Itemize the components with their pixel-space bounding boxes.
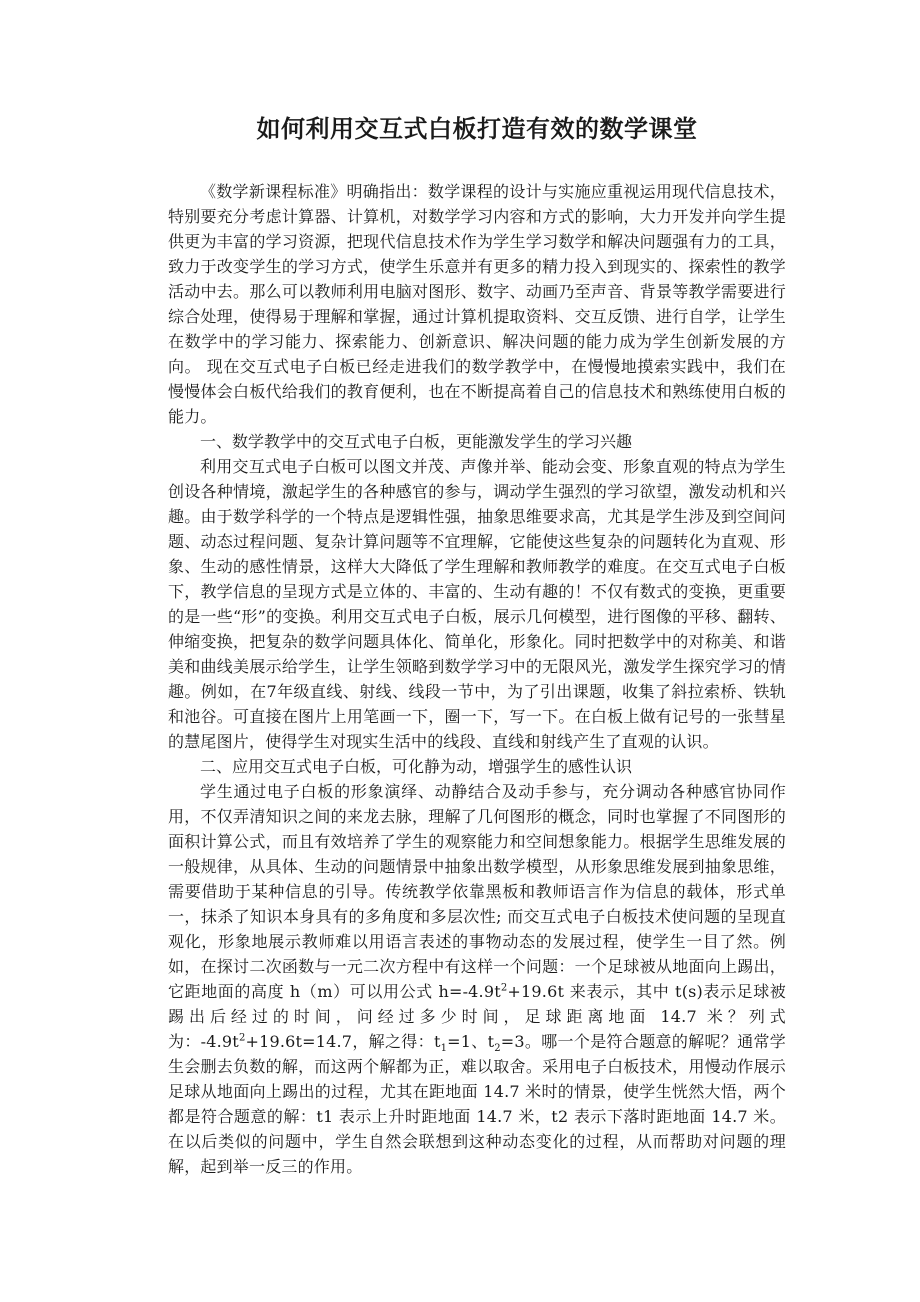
document-title: 如何利用交互式白板打造有效的数学课堂: [256, 115, 698, 143]
section-2-paragraph: [168, 779, 786, 1179]
section-heading-2: 二、应用交互式电子白板，可化静为动，增强学生的感性认识: [200, 757, 633, 776]
document-page: [168, 112, 786, 1179]
subscript-1: 1: [440, 1043, 448, 1055]
section-2-text-part-2: +19.6t 来表示，其中 t(s)表示足球被踢出后经过的时间，问经过多少时间，足球距离地面 14.7 米？列式为：-4.9t: [168, 982, 786, 1051]
section-1-paragraph: 利用交互式电子白板可以图文并茂、声像并举、能动会变、形象直观的特点为学生创设各种情境，激起学生的各种感官的参与，调动学生强烈的学习欲望，激发动机和兴趣。由于数学科学的一个特点是逻辑性强，抽象思维要求高，尤其是学生涉及到空间问题、动态过程问题、复杂计算问题等不宜理解，它能使这些复杂的问题转化为直观、形象、生动的感性情景，这样大大降低了学生理解和教师教学的难度。在交互式电子白板下，教学信息的呈现方式是立体的、丰富的、生动有趣的！不仅有数式的变换，更重要的是一些“形”的变换。利用交互式电子白板，展示几何模型，进行图像的平移、翻转、伸缩变换，把复杂的数学问题具体化、简单化，形象化。同时把数学中的对称美、和谐美和曲线美展示给学生，让学生领略到数学学习中的无限风光，激发学生探究学习的情趣。例如，在7年级直线、射线、线段一节中，为了引出课题，收集了斜拉索桥、铁轨和池谷。可直接在图片上用笔画一下，圈一下，写一下。在白板上做有记号的一张彗星的慧尾图片，使得学生对现实生活中的线段、直线和射线产生了直观的认识。: [168, 457, 786, 751]
intro-paragraph: 《数学新课程标准》明确指出：数学课程的设计与实施应重视运用现代信息技术，特别要充分考虑计算器、计算机，对数学学习内容和方式的影响，大力开发并向学生提供更为丰富的学习资源，把现代信息技术作为学生学习数学和解决问题强有力的工具，致力于改变学生的学习方式，使学生乐意并有更多的精力投入到现实的、探索性的教学活动中去。那么可以教师利用电脑对图形、数字、动画乃至声音、背景等教学需要进行综合处理，使得易于理解和掌握，通过计算机提取资料、交互反馈、进行自学，让学生在数学中的学习能力、探索能力、创新意识、解决问题的能力成为学生创新发展的方向。 现在交互式电子白板已经走进我们的数学教学中，在慢慢地摸索实践中，我们在慢慢体会白板代给我们的教育便利，也在不断提高着自己的信息技术和熟练使用白板的能力。: [168, 182, 786, 426]
section-2-text-part-5: =3。哪一个是符合题意的解呢？通常学生会删去负数的解，而这两个解都为正，难以取舍。采用电子白板技术，用慢动作展示足球从地面向上踢出的过程，尤其在距地面 14.7 米时的情景，使学生恍然大悟，两个都是符合题意的解：t1 表示上升时距地面 14.7 米，t2 表示下落时距地面 14.7 米。在以后类似的问题中，学生自然会联想到这种动态变化的过程，从而帮助对问题的理解，起到举一反三的作用。: [168, 1032, 787, 1176]
section-2-text-part-1: 学生通过电子白板的形象演绎、动静结合及动手参与，充分调动各种感官协同作用，不仅弄清知识之间的来龙去脉，理解了几何图形的概念，同时也掌握了不同图形的面积计算公式，而且有效培养了学生的观察能力和空间想象能力。根据学生思维发展的一般规律，从具体、生动的问题情景中抽象出数学模型，从形象思维发展到抽象思维，需要借助于某种信息的引导。传统教学依靠黑板和教师语言作为信息的载体，形式单一，抹杀了知识本身具有的多角度和多层次性; 而交互式电子白板技术使问题的呈现直观化，形象地展示教师难以用语言表述的事物动态的发展过程，使学生一目了然。例如，在探讨二次函数与一元二次方程中有这样一个问题：一个足球被从地面向上踢出，它距地面的高度 h（m）可以用公式 h=-4.9t: [168, 782, 786, 1001]
section-heading-1: 一、数学教学中的交互式电子白板，更能激发学生的学习兴趣: [200, 432, 633, 451]
section-2-text-part-3: +19.6t=14.7，解之得：t: [245, 1032, 441, 1051]
exponent-2: 2: [238, 1032, 246, 1044]
exponent-1: 2: [500, 982, 508, 994]
subscript-2: 2: [494, 1043, 501, 1055]
section-2-text-part-4: =1、t: [447, 1032, 495, 1051]
